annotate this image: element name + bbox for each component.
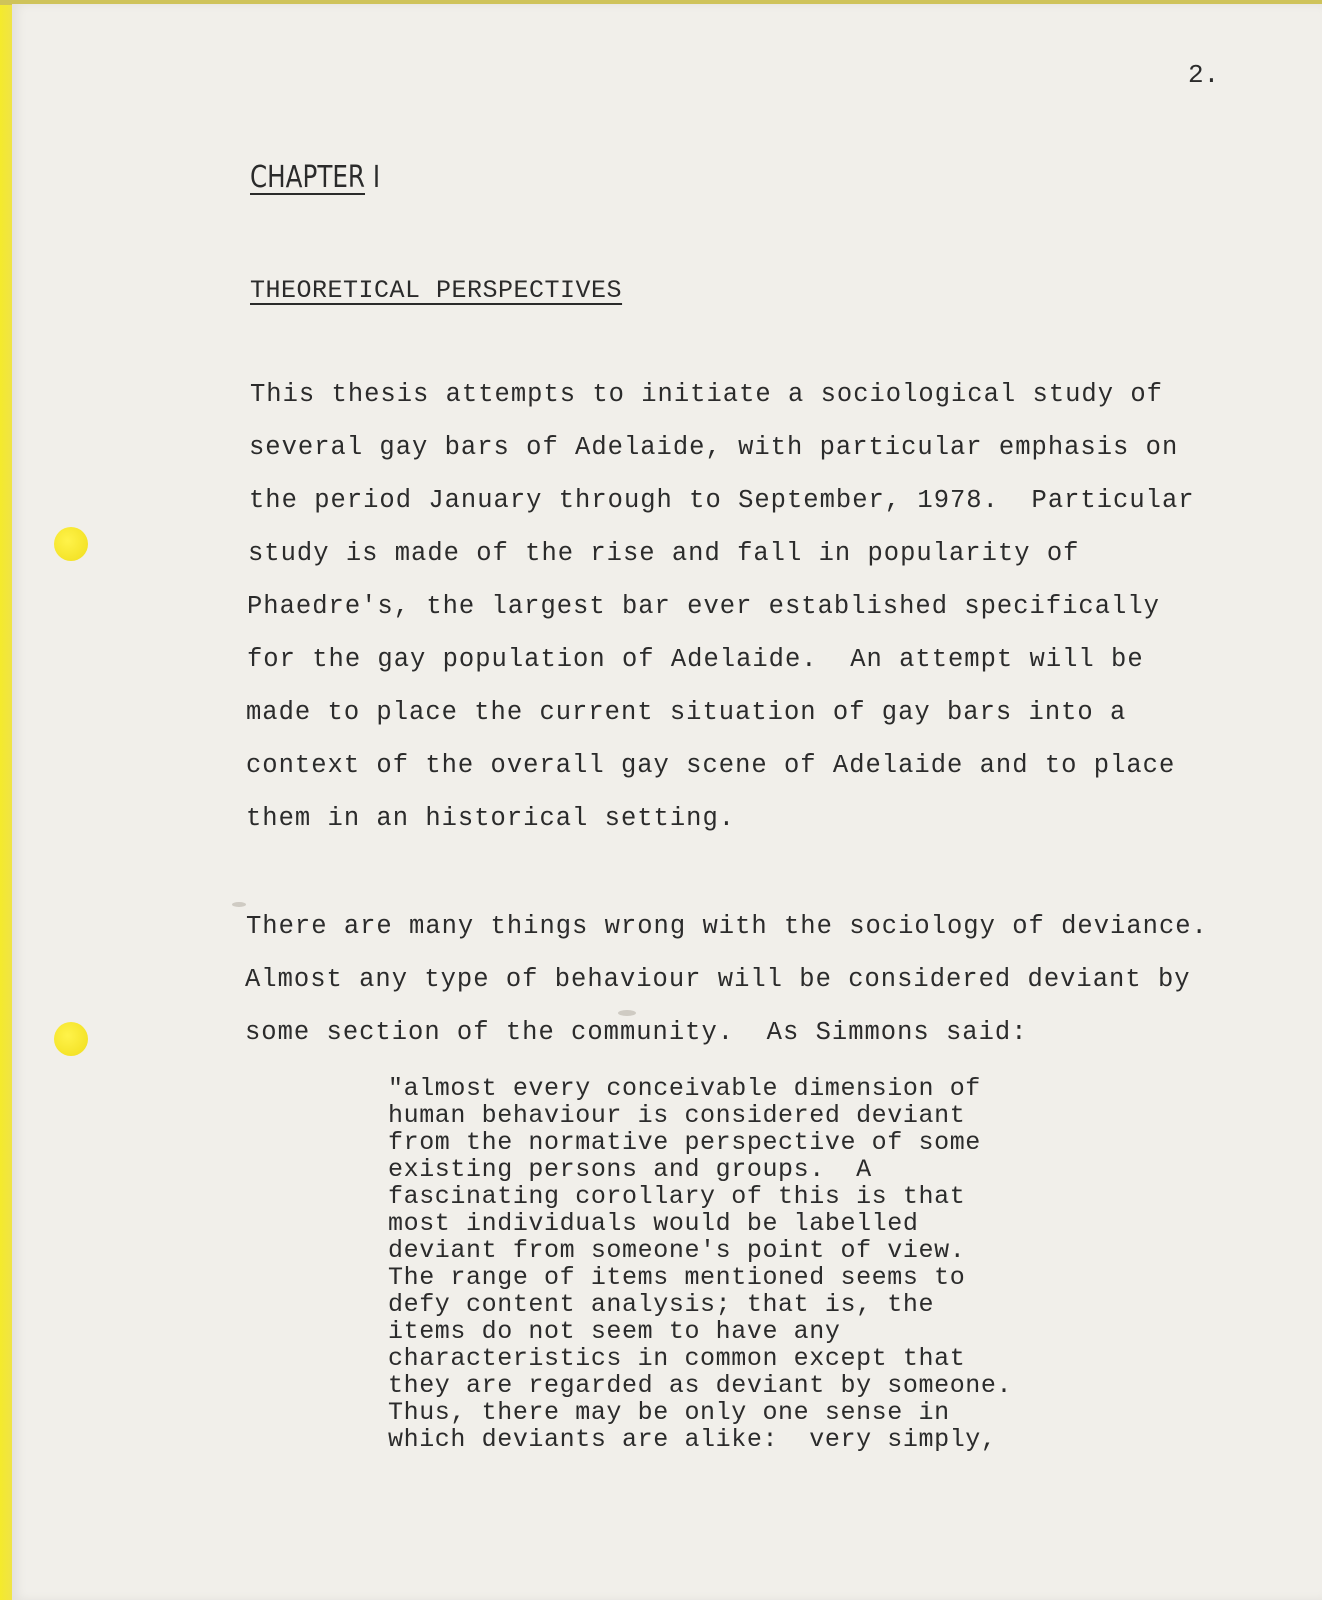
text-line: There are many things wrong with the sociology of deviance. (246, 912, 1208, 941)
quote-line: they are regarded as deviant by someone. (388, 1371, 1013, 1400)
quote-line: "almost every conceivable dimension of (388, 1074, 981, 1103)
text-line: Phaedre's, the largest bar ever established specifically (247, 592, 1160, 621)
quote-line: fascinating corollary of this is that (388, 1182, 966, 1211)
quote-line: Thus, there may be only one sense in (388, 1398, 950, 1427)
text-line: made to place the current situation of gay bars into a (246, 698, 1127, 727)
quote-line: from the normative perspective of some (388, 1128, 981, 1157)
quote-line: which deviants are alike: very simply, (388, 1425, 997, 1454)
quote-line: human behaviour is considered deviant (388, 1101, 966, 1130)
text-line: for the gay population of Adelaide. An attempt will be (247, 645, 1144, 674)
section-title: THEORETICAL PERSPECTIVES (250, 276, 623, 305)
text-line: context of the overall gay scene of Adelaide and to place (246, 751, 1176, 780)
paper-blemish (618, 1010, 636, 1016)
punch-hole-bottom (54, 1022, 88, 1056)
text-line: Almost any type of behaviour will be considered deviant by (245, 965, 1191, 994)
chapter-label: CHAPTER (250, 160, 366, 195)
chapter-heading (250, 160, 380, 195)
quote-line: items do not seem to have any (388, 1317, 841, 1346)
page-number: 2. (1188, 60, 1220, 90)
quote-line: most individuals would be labelled (388, 1209, 919, 1238)
text-line: several gay bars of Adelaide, with particular emphasis on (249, 433, 1179, 462)
text-line: them in an historical setting. (246, 804, 736, 833)
text-line: This thesis attempts to initiate a sociological study of (250, 380, 1163, 409)
quote-line: defy content analysis; that is, the (388, 1290, 935, 1319)
punch-hole-top (54, 527, 88, 561)
paper-blemish (232, 902, 246, 907)
chapter-numeral: I (372, 160, 381, 195)
quote-line: The range of items mentioned seems to (388, 1263, 966, 1292)
quote-line: existing persons and groups. A (388, 1155, 872, 1184)
text-line: the period January through to September, 1978. Particular (249, 486, 1195, 515)
quote-line: characteristics in common except that (388, 1344, 966, 1373)
text-line: some section of the community. As Simmons said: (245, 1018, 1028, 1047)
quote-line: deviant from someone's point of view. (388, 1236, 966, 1265)
text-line: study is made of the rise and fall in popularity of (248, 539, 1080, 568)
